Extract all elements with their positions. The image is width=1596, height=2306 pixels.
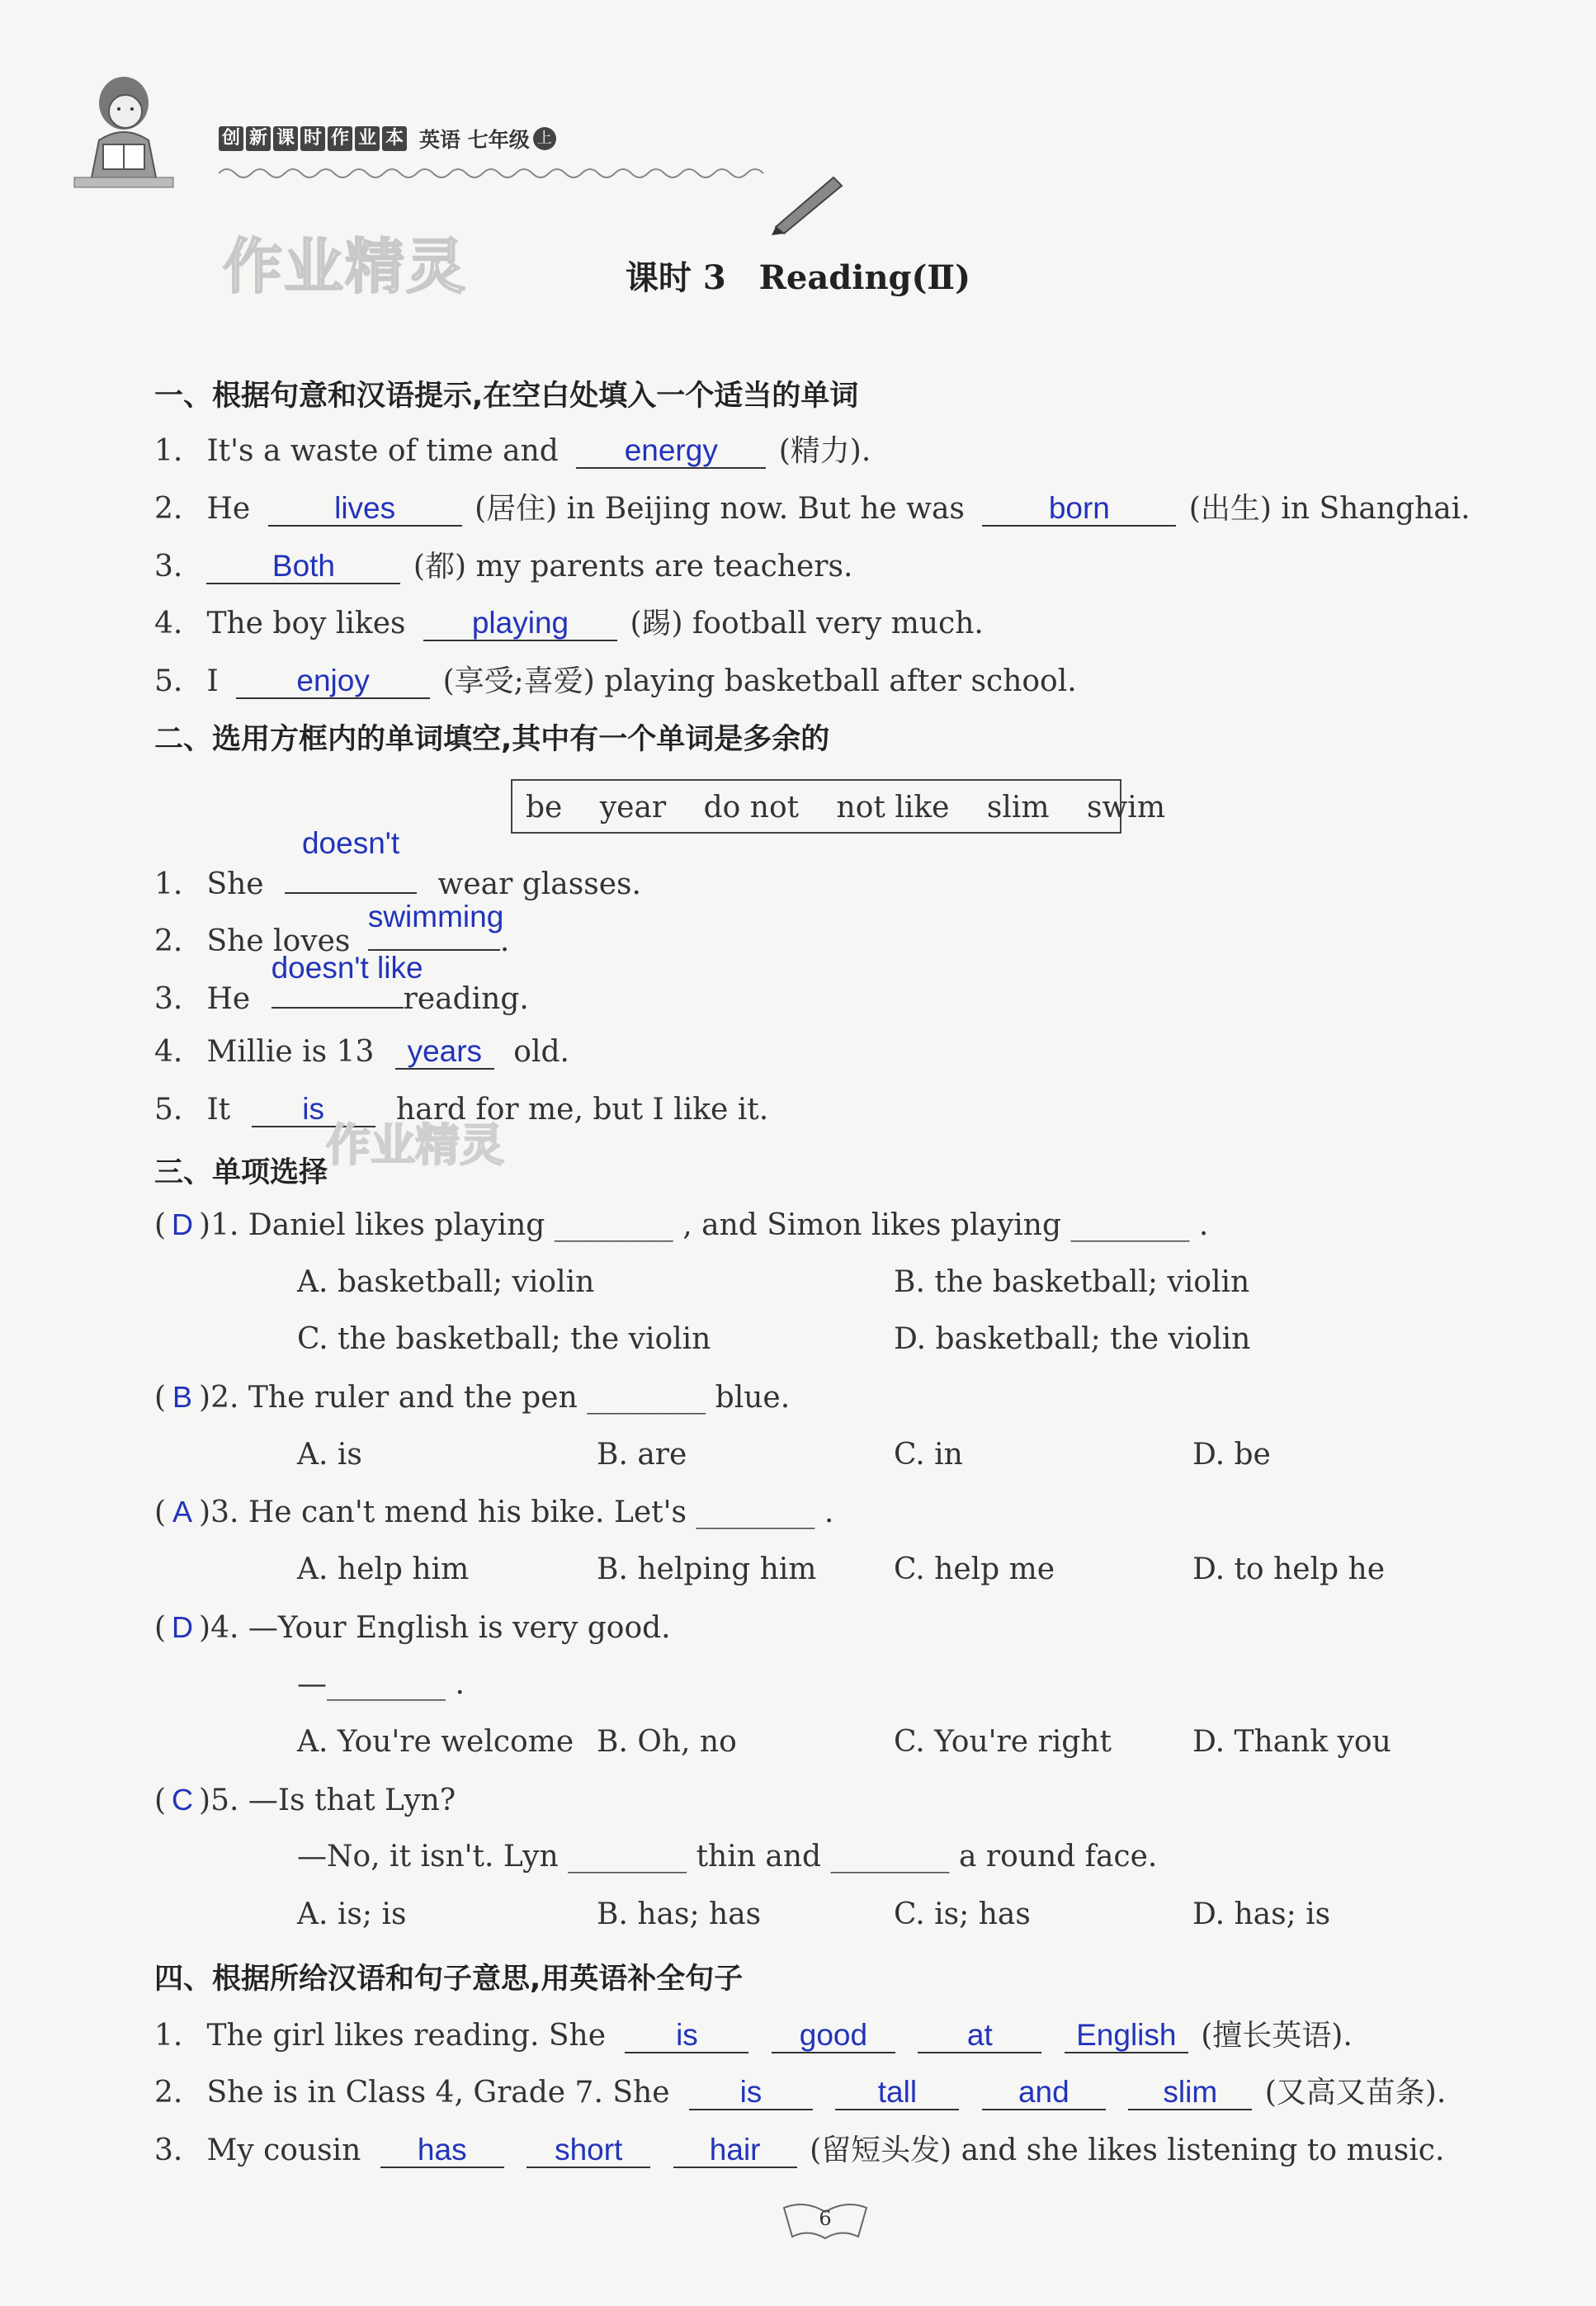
s1-item-5: 5. I enjoy (享受;喜爱) playing basketball after school. xyxy=(154,664,1077,698)
mc-option-c: C. the basketball; the violin xyxy=(297,1322,711,1356)
s1-item-3: 3. Both (都) my parents are teachers. xyxy=(154,549,853,584)
wavy-divider xyxy=(219,161,796,186)
mc-option-b: B. are xyxy=(597,1438,687,1472)
answer-blank[interactable]: is xyxy=(689,2077,813,2110)
workbook-brand xyxy=(219,124,556,154)
mc-option-a: A. is; is xyxy=(297,1897,407,1931)
mc-question-2: ( B )2. The ruler and the pen ________ blue. xyxy=(154,1380,791,1415)
answer-blank[interactable]: good xyxy=(772,2020,895,2053)
mc-option-d: D. has; is xyxy=(1192,1897,1331,1931)
mc-answer[interactable]: C xyxy=(172,1783,194,1817)
answer-blank[interactable]: years xyxy=(395,1036,494,1070)
answer-blank[interactable]: energy xyxy=(576,435,766,469)
section-1-title: 一、根据句意和汉语提示,在空白处填入一个适当的单词 xyxy=(154,380,859,413)
s1-item-4: 4. The boy likes playing (踢) football very much. xyxy=(154,606,984,640)
mc-option-a: A. basketball; violin xyxy=(297,1265,595,1299)
pencil-icon xyxy=(767,169,850,235)
mc-answer[interactable]: D xyxy=(172,1207,194,1241)
section-2-title: 二、选用方框内的单词填空,其中有一个单词是多余的 xyxy=(154,723,830,756)
watermark: 作业精灵 xyxy=(326,1119,504,1171)
word-bank-box xyxy=(511,779,1165,834)
section-3-title: 三、单项选择 xyxy=(154,1156,328,1189)
mc-question-3: ( A )3. He can't mend his bike. Let's ________ . xyxy=(154,1495,834,1529)
mc-question-5: ( C )5. —Is that Lyn? xyxy=(154,1783,456,1817)
answer-blank[interactable]: at xyxy=(918,2020,1041,2053)
answer-blank[interactable]: lives xyxy=(268,493,462,527)
answer-blank[interactable]: doesn't like xyxy=(272,977,404,1009)
mc-option-b: B. the basketball; violin xyxy=(894,1265,1250,1299)
mc-option-a: A. You're welcome xyxy=(297,1725,574,1759)
mc-answer[interactable]: B xyxy=(172,1380,193,1414)
reading-girl-mascot-icon xyxy=(66,66,190,198)
s1-item-2: 2. He lives (居住) in Beijing now. But he was born (出生) in Shanghai. xyxy=(154,491,1471,526)
mc-question-1: ( D )1. Daniel likes playing ________ , and Simon likes playing ________ . xyxy=(154,1207,1209,1242)
page-number: 6 xyxy=(819,2207,832,2230)
s4-item-2: 2. She is in Class 4, Grade 7. She is tall and slim (又高又苗条). xyxy=(154,2075,1447,2110)
mc-option-a: A. help him xyxy=(297,1552,470,1586)
mc-question-5-reply: —No, it isn't. Lyn ________ thin and ________ a round face. xyxy=(297,1840,1158,1874)
word-bank-item: year xyxy=(599,791,667,825)
answer-blank[interactable]: is xyxy=(252,1094,375,1127)
watermark: 作业精灵 xyxy=(223,232,468,301)
mc-option-c: C. help me xyxy=(894,1552,1055,1586)
answer-blank[interactable]: swimming xyxy=(368,919,500,951)
brand-char: 时 xyxy=(300,126,325,151)
mc-option-c: C. You're right xyxy=(894,1725,1112,1759)
answer-blank[interactable]: born xyxy=(982,493,1176,527)
mc-option-b: B. Oh, no xyxy=(597,1725,737,1759)
s2-item-4: 4. Millie is 13 years old. xyxy=(154,1034,569,1069)
answer-blank[interactable]: doesn't xyxy=(285,862,417,894)
page-footer xyxy=(776,2195,875,2245)
answer-blank[interactable]: slim xyxy=(1128,2077,1252,2110)
answer-blank[interactable]: English xyxy=(1065,2020,1188,2053)
s1-item-1: 1. It's a waste of time and energy (精力). xyxy=(154,433,871,468)
mc-answer[interactable]: A xyxy=(172,1495,193,1529)
s2-item-1: 1. She doesn't wear glasses. xyxy=(154,826,641,901)
answer-blank[interactable]: playing xyxy=(423,607,617,641)
mc-option-c: C. in xyxy=(894,1438,963,1472)
page-header xyxy=(66,66,792,206)
mc-option-c: C. is; has xyxy=(894,1897,1031,1931)
word-bank-item: swim xyxy=(1087,791,1165,825)
s4-item-3: 3. My cousin has short hair (留短头发) and she likes listening to music. xyxy=(154,2133,1445,2167)
word-bank-item: do not xyxy=(703,791,800,825)
section-4-title: 四、根据所给汉语和句子意思,用英语补全句子 xyxy=(154,1963,744,1996)
brand-char: 本 xyxy=(382,126,407,151)
answer-blank[interactable]: tall xyxy=(835,2077,959,2110)
word-bank-item: slim xyxy=(986,791,1050,825)
mc-option-d: D. Thank you xyxy=(1192,1725,1391,1759)
s2-item-5: 5. It is hard for me, but I like it. xyxy=(154,1092,769,1127)
word-bank-item: not like xyxy=(836,791,950,825)
mc-option-d: D. basketball; the violin xyxy=(894,1322,1251,1356)
mc-option-d: D. to help he xyxy=(1192,1552,1386,1586)
answer-blank[interactable]: enjoy xyxy=(236,665,430,699)
mc-option-b: B. has; has xyxy=(597,1897,762,1931)
s4-item-1: 1. The girl likes reading. She is good at English (擅长英语). xyxy=(154,2018,1353,2053)
subject-grade: 英语 七年级 xyxy=(419,128,530,152)
mc-option-d: D. be xyxy=(1192,1438,1271,1472)
mc-option-b: B. helping him xyxy=(597,1552,817,1586)
answer-blank[interactable]: and xyxy=(982,2077,1106,2110)
brand-char: 创 xyxy=(219,126,243,151)
mc-answer[interactable]: D xyxy=(172,1610,194,1644)
answer-blank[interactable]: is xyxy=(625,2020,748,2053)
brand-char: 新 xyxy=(246,126,271,151)
word-bank-item: be xyxy=(526,791,563,825)
s2-item-2: 2. She loves swimming . xyxy=(154,900,510,958)
mc-option-a: A. is xyxy=(297,1438,362,1472)
s2-item-3: 3. He doesn't like reading. xyxy=(154,951,529,1016)
answer-blank[interactable]: has xyxy=(380,2134,504,2168)
answer-blank[interactable]: short xyxy=(526,2134,650,2168)
brand-char: 业 xyxy=(355,126,380,151)
mc-question-4: ( D )4. —Your English is very good. xyxy=(154,1610,671,1645)
mc-question-4-reply: —________ . xyxy=(297,1667,465,1701)
lesson-title: 课时 3 Reading(Ⅱ) xyxy=(625,258,971,297)
brand-char: 作 xyxy=(328,126,352,151)
answer-blank[interactable]: Both xyxy=(206,551,400,584)
term-badge: 上 xyxy=(533,127,556,150)
answer-blank[interactable]: hair xyxy=(673,2134,797,2168)
brand-char: 课 xyxy=(273,126,298,151)
